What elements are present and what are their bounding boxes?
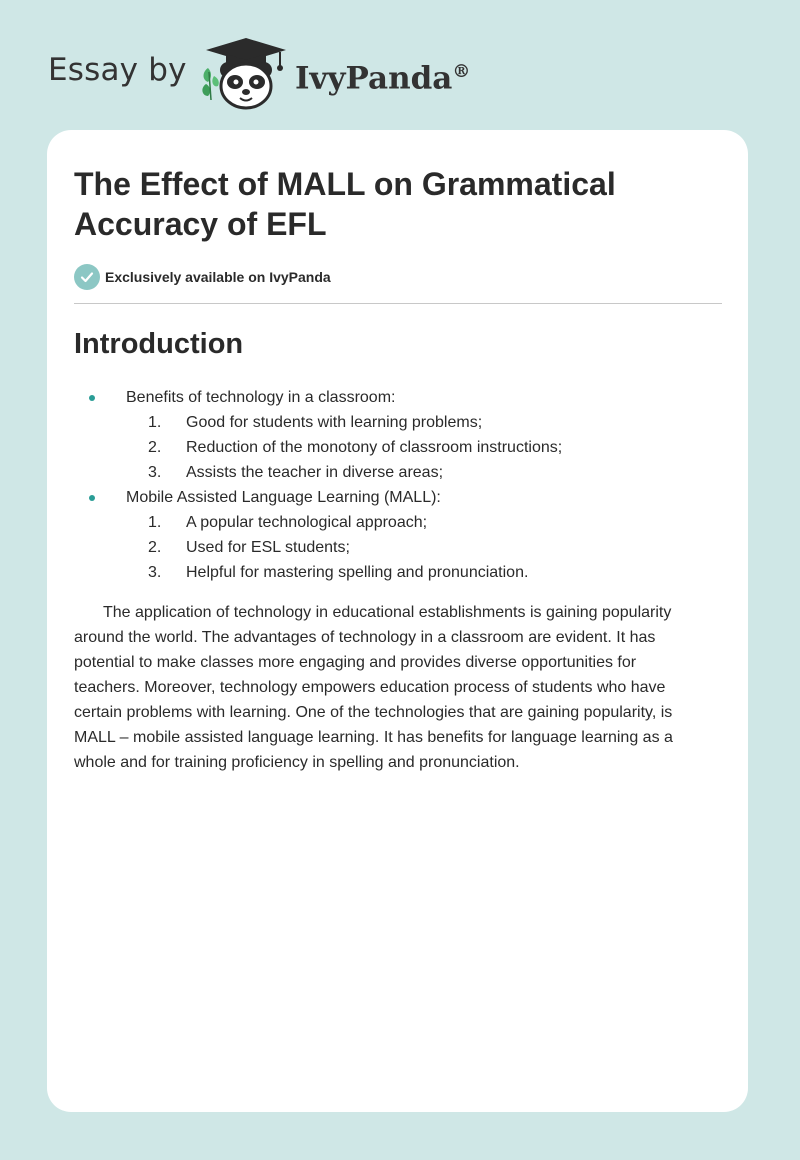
sub-list-item-text: Helpful for mastering spelling and pronunciation. — [186, 564, 529, 581]
site-header — [0, 0, 800, 130]
outline-item — [74, 485, 714, 585]
list-number: 1. — [148, 514, 162, 531]
outline-item-label: Mobile Assisted Language Learning (MALL): — [126, 489, 441, 506]
sub-list — [126, 410, 714, 485]
bullet-icon — [89, 495, 95, 501]
essay-card — [47, 130, 748, 1112]
ivy-leaf-icon — [202, 68, 218, 100]
section-heading-introduction: Introduction — [74, 328, 244, 360]
outline-item — [74, 385, 714, 485]
sub-list-item — [126, 460, 714, 485]
sub-list-item — [126, 410, 714, 435]
page-title: The Effect of MALL on Grammatical Accuracy of EFL — [74, 166, 616, 242]
list-number: 3. — [148, 564, 162, 581]
list-number: 2. — [148, 439, 162, 456]
list-number: 2. — [148, 539, 162, 556]
sub-list-item-text: Assists the teacher in diverse areas; — [186, 464, 444, 481]
sub-list — [126, 510, 714, 585]
badge-label: Exclusively available on IvyPanda — [105, 269, 331, 285]
sub-list-item-text: Good for students with learning problems; — [186, 414, 483, 431]
check-icon — [74, 264, 100, 290]
list-number: 3. — [148, 464, 162, 481]
bullet-icon — [89, 395, 95, 401]
sub-list-item — [126, 560, 714, 585]
outline-list — [74, 385, 714, 585]
brand-name[interactable] — [295, 52, 470, 98]
registered-mark: ® — [452, 61, 471, 82]
brand-text: IvyPanda — [295, 60, 453, 97]
sub-list-item-text: A popular technological approach; — [186, 514, 428, 531]
essay-by-label: Essay by — [48, 52, 187, 88]
sub-list-item — [126, 535, 714, 560]
sub-list-item-text: Used for ESL students; — [186, 539, 350, 556]
title-divider — [74, 303, 722, 304]
sub-list-item-text: Reduction of the monotony of classroom instructions; — [186, 439, 563, 456]
sub-list-item — [126, 510, 714, 535]
list-number: 1. — [148, 414, 162, 431]
outline-item-label: Benefits of technology in a classroom: — [126, 389, 396, 406]
panda-logo-icon[interactable] — [200, 36, 292, 110]
body-paragraph: The application of technology in educational establishments is gaining popularity around the world. The advantages of technology in a classroom are evident. It has potential to make classes more engaging and provides diverse opportunities for teachers. Moreover, technology empowers education process of students who have certain problems with learning. One of the technologies that are gaining popularity, is MALL – mobile assisted language learning. It has benefits for language learning as a whole and for training proficiency in spelling and pronunciation. — [74, 604, 673, 771]
sub-list-item — [126, 435, 714, 460]
exclusive-badge — [74, 264, 331, 290]
